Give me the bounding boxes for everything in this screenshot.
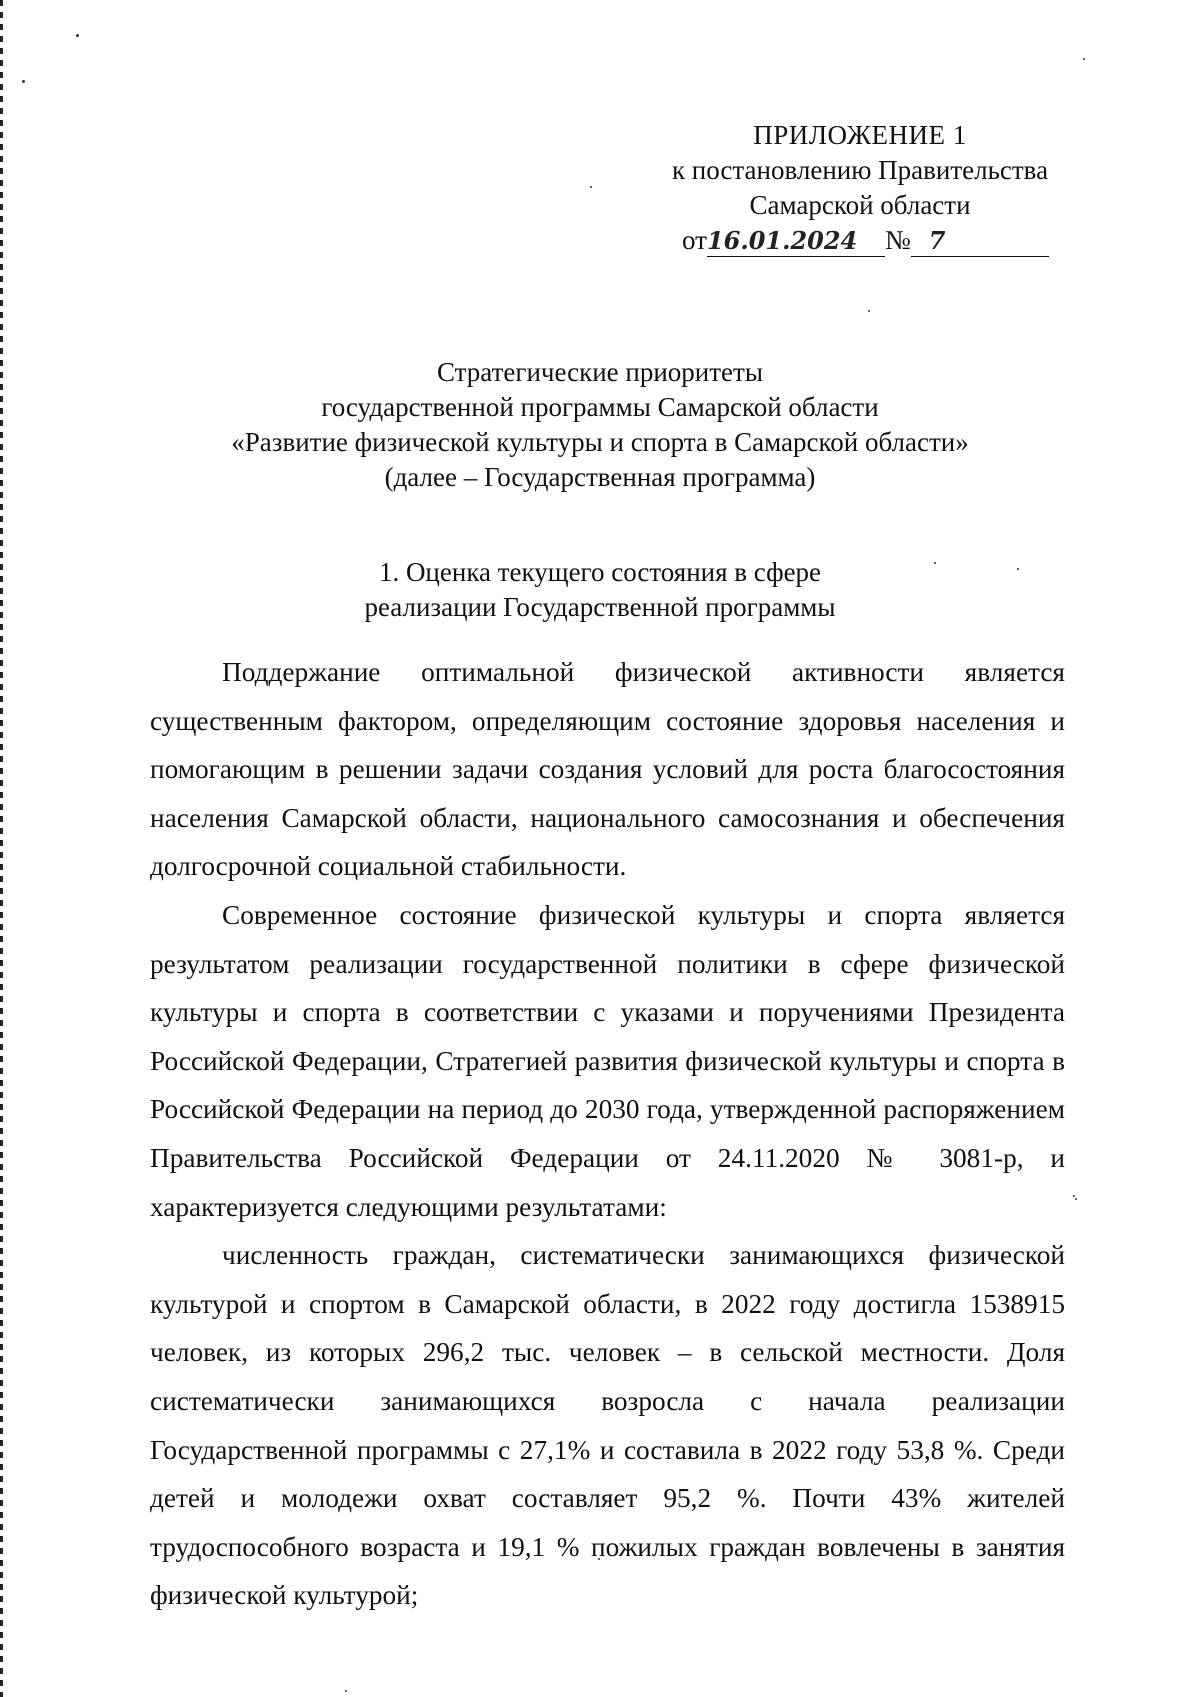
scan-speck bbox=[1083, 58, 1085, 60]
appendix-title: ПРИЛОЖЕНИЕ 1 bbox=[753, 120, 967, 150]
body-text bbox=[150, 648, 1065, 1620]
appendix-resolution-line: к постановлению Правительства bbox=[671, 155, 1049, 185]
scan-speck bbox=[345, 1690, 347, 1692]
title-line-2: государственной программы Самарской области bbox=[321, 392, 879, 422]
section-line-2: реализации Государственной программы bbox=[364, 592, 836, 622]
scan-edge bbox=[0, 0, 3, 1697]
scan-speck bbox=[76, 34, 79, 37]
number-field bbox=[911, 225, 1049, 257]
scan-speck bbox=[22, 80, 25, 83]
section-line-1: 1. Оценка текущего состояния в сфере bbox=[378, 557, 822, 587]
date-field bbox=[707, 225, 885, 257]
paragraph: Поддержание оптимальной физической активности является существенным фактором, определяющим состояние здоровья населения и помогающим в решении задачи создания условий для роста благосостояния населения Самарской области, национального самосознания и обеспечения долгосрочной социальной стабильности. bbox=[150, 657, 1065, 882]
number-prefix: № bbox=[884, 225, 911, 255]
scan-speck bbox=[1073, 1195, 1075, 1197]
document-title bbox=[80, 355, 1120, 495]
appendix-header bbox=[660, 118, 1060, 258]
title-line-4: (далее – Государственная программа) bbox=[384, 462, 816, 492]
paragraph: Современное состояние физической культуры и спорта является результатом реализации государственной политики в сфере физической культуры и спорта в соответствии с указами и поручениями Президента Российской Федерации, Стратегией развития физической культуры и спорта в Российской Федерации на период до 2030 года, утвержденной распоряжением Правительства Российской Федерации от 24.11.2020 № 3081-р, и характеризуется следующими результатами: bbox=[150, 899, 1065, 1222]
title-line-3: «Развитие физической культуры и спорта в Самарской области» bbox=[231, 427, 969, 457]
scan-speck bbox=[590, 186, 592, 188]
appendix-date-line bbox=[682, 223, 1082, 258]
date-prefix: от bbox=[682, 225, 707, 255]
title-line-1: Стратегические приоритеты bbox=[437, 357, 763, 387]
section-heading bbox=[80, 555, 1120, 625]
paragraph: численность граждан, систематически занимающихся физической культурой и спортом в Самарской области, в 2022 году достигла 1538915 человек, из которых 296,2 тыс. человек – в сельской местности. Доля систематически занимающихся возросла с начала реализации Государственной программы с 27,1% и составила в 2022 году 53,8 %. Среди детей и молодежи охват составляет 95,2 %. Почти 43% жителей трудоспособного возраста и 19,1 % пожилых граждан вовлечены в занятия физической культурой; bbox=[150, 1240, 1065, 1611]
number-value: 7 bbox=[928, 226, 946, 255]
appendix-region-line: Самарской области bbox=[749, 190, 971, 220]
scan-speck bbox=[868, 310, 870, 312]
scan-speck bbox=[1075, 1198, 1077, 1200]
date-value: 16.01.2024 bbox=[706, 226, 858, 255]
